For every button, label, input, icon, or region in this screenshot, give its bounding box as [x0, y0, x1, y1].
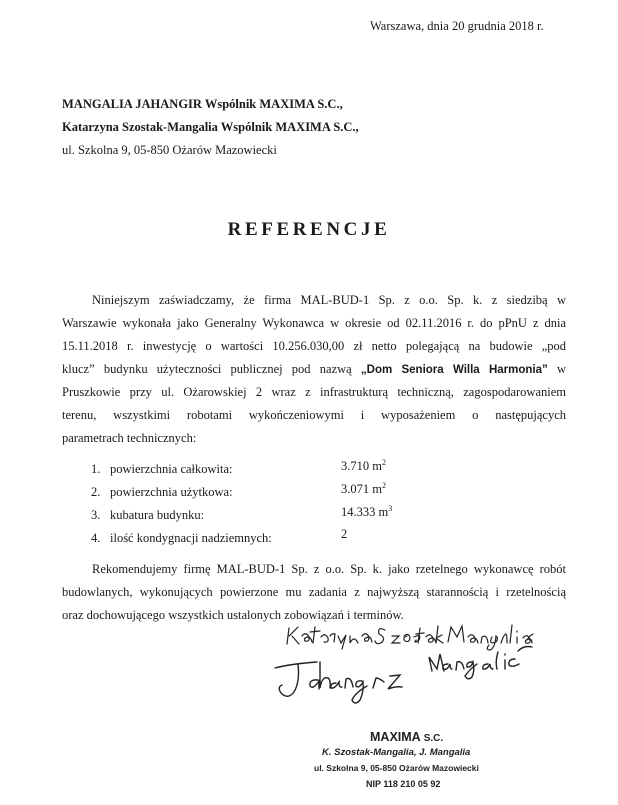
spec-label: powierzchnia użytkowa:: [110, 485, 233, 499]
letter-date: Warszawa, dnia 20 grudnia 2018 r.: [370, 19, 544, 33]
spec-value: 2: [341, 527, 348, 541]
recipient-address: ul. Szkolna 9, 05-850 Ożarów Mazowiecki: [62, 143, 277, 157]
stamp-names: K. Szostak-Mangalia, J. Mangalia: [322, 747, 471, 758]
paragraph1-line-7: parametrach technicznych:: [62, 431, 197, 445]
paragraph2-line-2: budowlanych, wykonujących powierzone mu zadania z najwyższą starannością i rzetelnością: [62, 585, 566, 599]
building-name: „Dom Seniora Willa Harmonia”: [360, 364, 548, 376]
spec-label: ilość kondygnacji nadziemnych:: [110, 531, 272, 545]
paragraph1-line-5: Pruszkowie przy ul. Ożarowskiej 2 wraz z infrastrukturą techniczną, zagospodarowaniem: [62, 385, 566, 399]
spec-number: 1.: [91, 462, 101, 476]
document-title: REFERENCJE: [227, 219, 391, 240]
stamp-company: MAXIMA S.C.: [370, 730, 444, 744]
paragraph1-line-3: 15.11.2018 r. inwestycję o wartości 10.256.030,00 zł netto polegającą na budowie „pod: [62, 339, 566, 353]
paragraph1-line-1: Niniejszym zaświadczamy, że firma MAL-BUD-1 Sp. z o.o. Sp. k. z siedzibą w: [92, 293, 566, 307]
p1-line4-pre: klucz” budynku użyteczności publicznej pod nazwą: [62, 362, 361, 376]
stamp-address: ul. Szkolna 9, 05-850 Ożarów Mazowiecki: [314, 763, 479, 773]
spec-number: 2.: [91, 485, 101, 499]
paragraph1-line-6: terenu, wszystkimi robotami wykończeniowymi i wyposażeniem o następujących: [62, 408, 566, 422]
spec-number: 3.: [91, 508, 101, 522]
recipient-line-2: Katarzyna Szostak-Mangalia Wspólnik MAXIMA S.C.,: [62, 120, 359, 134]
stamp-nip: NIP 118 210 05 92: [366, 779, 441, 789]
paragraph2-line-1: Rekomendujemy firmę MAL-BUD-1 Sp. z o.o. Sp. k. jako rzetelnego wykonawcę robót: [92, 562, 566, 576]
spec-value: 3.710 $m^2$: [341, 458, 386, 473]
spec-number: 4.: [91, 531, 101, 545]
spec-label: kubatura budynku:: [110, 508, 205, 522]
paragraph1-line-2: Warszawie wykonała jako Generalny Wykonawca w okresie od 02.11.2016 r. do pPnU z dnia: [62, 316, 566, 330]
p1-line4-post: w: [547, 362, 567, 376]
signature-katarzyna: [287, 625, 533, 650]
spec-value: 3.071 $m^2$: [341, 481, 386, 496]
spec-label: powierzchnia całkowita:: [110, 462, 233, 476]
paragraph2-line-3: oraz dochowującego wszystkich ustalonych zobowiązań i terminów.: [62, 608, 404, 622]
signature-jahangir: [275, 647, 532, 704]
spec-value: 14.333 $m^3$: [341, 504, 393, 519]
recipient-line-1: MANGALIA JAHANGIR Wspólnik MAXIMA S.C.,: [62, 97, 343, 111]
